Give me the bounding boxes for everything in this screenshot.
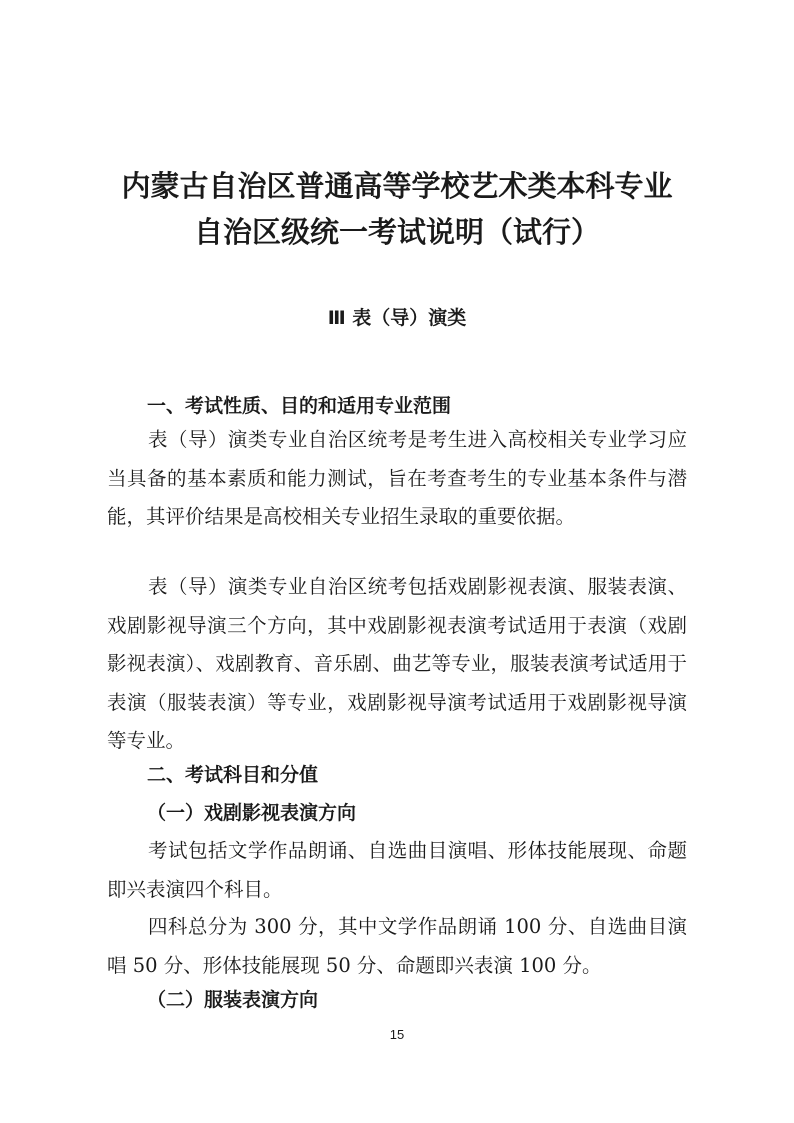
- document-title-line-1: 内蒙古自治区普通高等学校艺术类本科专业: [121, 169, 673, 203]
- heading-exam-nature: 一、考试性质、目的和适用专业范围: [147, 395, 452, 417]
- paragraph-performance-subjects: 考试包括文学作品朗诵、自选曲目演唱、形体技能展现、命题即兴表演四个科目。: [107, 839, 687, 901]
- section-title: Ⅲ 表（导）演类: [327, 307, 467, 329]
- document-title-line-2: 自治区级统一考试说明（试行）: [193, 215, 600, 249]
- heading-subjects-scores: 二、考试科目和分值: [147, 764, 319, 786]
- paragraph-exam-purpose: 表（导）演类专业自治区统考是考生进入高校相关专业学习应当具备的基本素质和能力测试，旨在考查考生的专业基本条件与潜能，其评价结果是高校相关专业招生录取的重要依据。: [107, 428, 687, 528]
- subheading-drama-film-performance: （一）戏剧影视表演方向: [147, 802, 357, 824]
- paragraph-exam-directions: 表（导）演类专业自治区统考包括戏剧影视表演、服装表演、戏剧影视导演三个方向，其中戏剧影视表演考试适用于表演（戏剧影视表演）、戏剧教育、音乐剧、曲艺等专业，服装表演考试适用于表演（服装表演）等专业，戏剧影视导演考试适用于戏剧影视导演等专业。: [107, 575, 687, 752]
- paragraph-performance-scores: 四科总分为 300 分，其中文学作品朗诵 100 分、自选曲目演唱 50 分、形体技能展现 50 分、命题即兴表演 100 分。: [107, 915, 687, 977]
- page-number: 15: [389, 1027, 405, 1042]
- subheading-fashion-performance: （二）服装表演方向: [147, 989, 319, 1011]
